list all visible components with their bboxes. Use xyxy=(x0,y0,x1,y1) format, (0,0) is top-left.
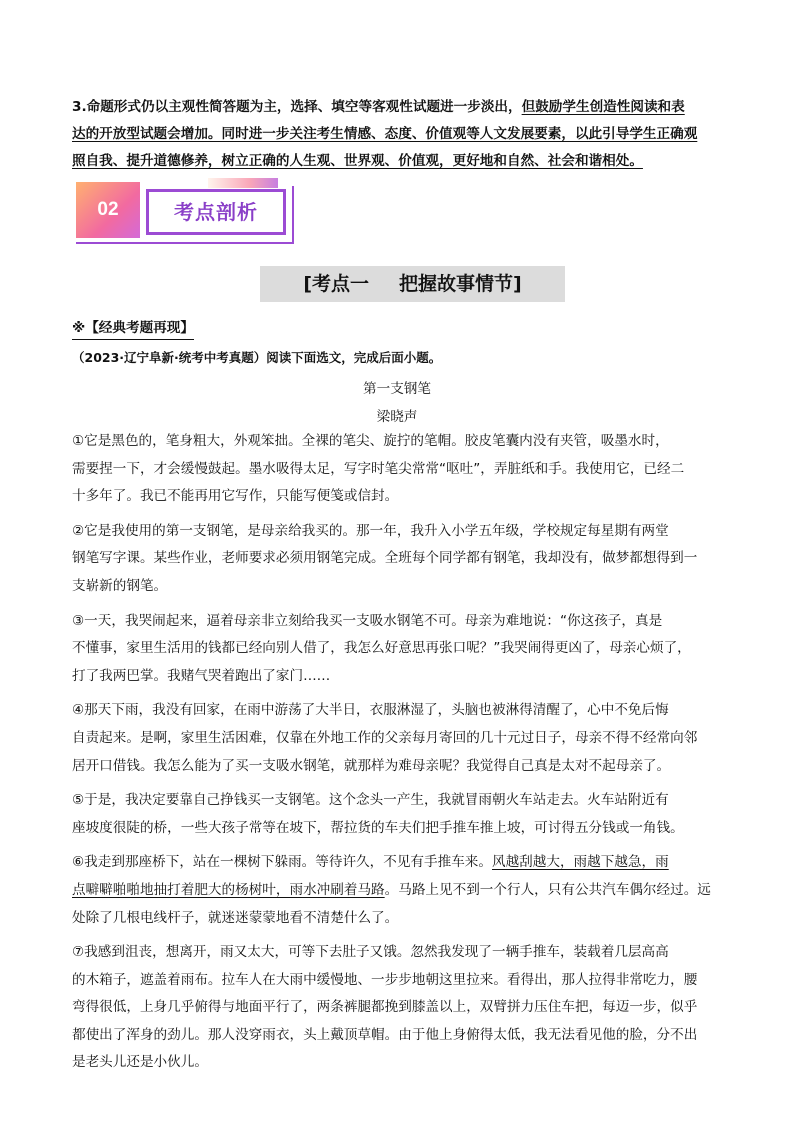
text-line: 弯得很低，上身几乎俯得与地面平行了，两条裤腿都挽到膝盖以上，双臂拼力压住车把，每迈一步，似乎 xyxy=(72,999,698,1016)
intro-line-3: 照自我、提升道德修养，树立正确的人生观、世界观、价值观，更好地和自然、社会和谐相处。 xyxy=(72,153,643,169)
intro-underlined-text: 但鼓励学生创造性阅读和表 xyxy=(521,99,685,115)
text-line: 打了我两巴掌。我赌气哭着跑出了家门…… xyxy=(72,667,331,684)
text-line: 的木箱子，遮盖着雨布。拉车人在大雨中缓慢地、一步步地朝这里拉来。看得出，那人拉得非常吃力，腰 xyxy=(72,971,698,988)
badge-number: 02 xyxy=(97,199,119,220)
text-segment: 。马路上见不到一个行人，只有公共汽车偶尔经过。远 xyxy=(384,881,711,898)
text-line: 自责起来。是啊，家里生活困难，仅靠在外地工作的父亲每月寄回的几十元过日子，母亲不得不经常向邻 xyxy=(72,729,698,746)
section-heading xyxy=(260,266,565,302)
section-badge xyxy=(72,178,298,246)
intro-line-1-text: 3.命题形式仍以主观性简答题为主，选择、填空等客观性试题进一步淡出， xyxy=(72,99,522,115)
text-line: ⑦我感到沮丧，想离开，雨又太大，可等下去肚子又饿。忽然我发现了一辆手推车，装载着几层高高 xyxy=(72,944,669,961)
text-line: 十多年了。我已不能再用它写作，只能写便笺或信封。 xyxy=(72,488,399,505)
text-line: ⑤于是，我决定要靠自己挣钱买一支钢笔。这个念头一产生，我就冒雨朝火车站走去。火车站附近有 xyxy=(72,792,669,809)
intro-line-1 xyxy=(72,94,732,121)
paragraph-3 xyxy=(72,608,724,691)
classic-questions-label: ※【经典考题再现】 xyxy=(72,316,194,340)
heading-part-1: [考点一 xyxy=(303,273,369,295)
text-line: ④那天下雨，我没有回家，在雨中游荡了大半日，衣服淋湿了，头脑也被淋得清醒了，心中不免后悔 xyxy=(72,702,669,719)
text-line: 支崭新的钢笔。 xyxy=(72,577,168,594)
text-line: ①它是黑色的，笔身粗大，外观笨拙。全裸的笔尖、旋拧的笔帽。胶皮笔囊内没有夹管，吸墨水时， xyxy=(72,433,669,449)
section-heading-band xyxy=(260,266,565,302)
text-line: 不懂事，家里生活用的钱都已经向别人借了，我怎么好意思再张口呢？”我哭闹得更凶了，母亲心烦了， xyxy=(72,640,691,657)
paragraph-5 xyxy=(72,787,724,842)
text-line: 钢笔写字课。某些作业，老师要求必须用钢笔完成。全班每个同学都有钢笔，我却没有，做梦都想得到一 xyxy=(72,550,698,567)
underlined-sentence: 点噼噼啪啪地抽打着肥大的杨树叶，雨水冲刷着马路 xyxy=(72,881,385,898)
article-title: 第一支钢笔 xyxy=(363,381,431,397)
paragraph-1 xyxy=(72,428,724,511)
paragraph-6 xyxy=(72,849,724,932)
badge-label: 考点剖析 xyxy=(174,200,258,224)
paragraph-4 xyxy=(72,697,724,780)
text-segment: ⑥我走到那座桥下，站在一棵树下躲雨。等待许久，不见有手推车来。 xyxy=(72,854,492,871)
article-author: 梁晓声 xyxy=(376,409,418,425)
text-line xyxy=(72,877,724,905)
text-line: 都使出了浑身的劲儿。那人没穿雨衣，头上戴顶草帽。由于他上身俯得太低，我无法看见他的脸，分不出 xyxy=(72,1026,698,1043)
text-line: 处除了几根电线杆子，就迷迷蒙蒙地看不清楚什么了。 xyxy=(72,909,399,926)
paragraph-2 xyxy=(72,518,724,601)
text-line: 座坡度很陡的桥，一些大孩子常等在坡下，帮拉货的车夫们把手推车推上坡，可讨得五分钱或一角钱。 xyxy=(72,819,684,836)
text-line: 需要捏一下，才会缓慢鼓起。墨水吸得太足，写字时笔尖常常“呕吐”，弄脏纸和手。我使用它，已经二 xyxy=(72,460,685,477)
question-source: （2023·辽宁阜新·统考中考真题）阅读下面选文，完成后面小题。 xyxy=(72,350,442,365)
text-line: 居开口借钱。我怎么能为了买一支吸水钢笔，就那样为难母亲呢？我觉得自己真是太对不起母亲了。 xyxy=(72,757,671,774)
text-line: 是老头儿还是小伙儿。 xyxy=(72,1054,208,1071)
underlined-sentence: 风越刮越大，雨越下越急，雨 xyxy=(492,854,669,871)
text-line: ②它是我使用的第一支钢笔，是母亲给我买的。那一年，我升入小学五年级，学校规定每星期有两堂 xyxy=(72,522,669,539)
article-body xyxy=(72,428,724,1084)
heading-part-2: 把握故事情节] xyxy=(399,273,522,295)
paragraph-7 xyxy=(72,939,724,1077)
text-line xyxy=(72,849,724,877)
intro-paragraph xyxy=(72,94,732,175)
text-line: ③一天，我哭闹起来，逼着母亲非立刻给我买一支吸水钢笔不可。母亲为难地说：“你这孩子，真是 xyxy=(72,612,663,629)
intro-line-2: 达的开放型试题会增加。同时进一步关注考生情感、态度、价值观等人文发展要素，以此引导学生正确观 xyxy=(72,126,698,142)
